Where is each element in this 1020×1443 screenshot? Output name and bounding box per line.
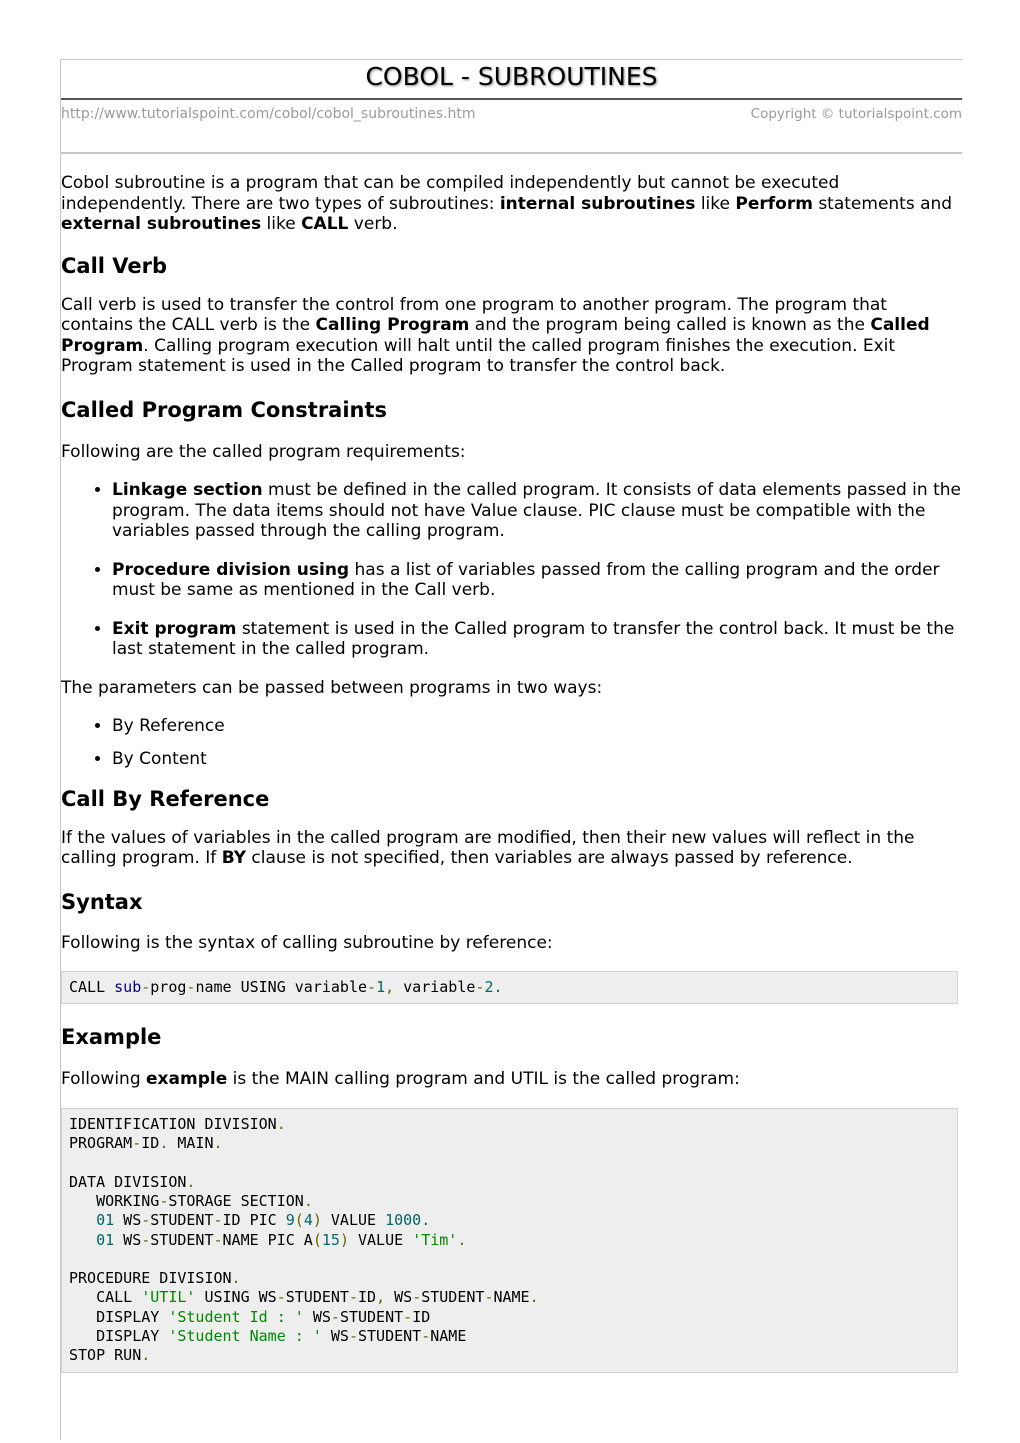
list-item: • Procedure division using has a list of variables passed from the calling program and the order must be same as mentioned in the Call verb. <box>112 560 961 601</box>
code-line <box>69 1153 950 1172</box>
code-line: DISPLAY 'Student Name : ' WS-STUDENT-NAME <box>69 1327 467 1346</box>
code-line: DISPLAY 'Student Id : ' WS-STUDENT-ID <box>69 1307 431 1326</box>
constraints-lead: Following are the called program requirements: <box>61 441 466 462</box>
heading-example: Example <box>61 1025 162 1050</box>
call-verb-paragraph: Call verb is used to transfer the control from one program to another program. The program that contains the CALL verb is the Calling Program and the program being called is known as the Called Program. Calling program execution will halt until the called program finishes the execution. Exit Program statement is used in the Called program to transfer the control back. <box>61 294 930 376</box>
code-line: 01 WS-STUDENT-ID PIC 9(4) VALUE 1000. <box>96 1211 431 1230</box>
example-lead: Following example is the MAIN calling program and UTIL is the called program: <box>61 1069 740 1090</box>
copyright: Copyright © tutorialspoint.com <box>750 106 962 122</box>
source-url[interactable]: http://www.tutorialspoint.com/cobol/cobol_subroutines.htm <box>61 106 476 122</box>
list-item: • Exit program statement is used in the Called program to transfer the control back. It must be the last statement in the called program. <box>112 619 961 660</box>
code-line: 01 WS-STUDENT-NAME PIC A(15) VALUE 'Tim'. <box>96 1230 467 1249</box>
code-line: WORKING-STORAGE SECTION. <box>69 1191 313 1210</box>
constraints-list <box>61 480 961 660</box>
params-lead: The parameters can be passed between programs in two ways: <box>61 677 603 698</box>
syntax-lead: Following is the syntax of calling subroutine by reference: <box>61 932 553 953</box>
heading-call-verb: Call Verb <box>61 253 168 278</box>
example-code-block <box>61 1108 958 1373</box>
page <box>60 59 962 1440</box>
heading-constraints: Called Program Constraints <box>61 397 388 422</box>
heading-call-by-reference: Call By Reference <box>61 786 270 811</box>
code-line: PROGRAM-ID. MAIN. <box>69 1134 223 1153</box>
article-body <box>61 173 961 1373</box>
params-list <box>61 716 961 770</box>
code-line <box>69 1250 950 1269</box>
code-line: STOP RUN. <box>69 1346 151 1365</box>
code-line: CALL 'UTIL' USING WS-STUDENT-ID, WS-STUDENT-NAME. <box>69 1288 539 1307</box>
header-divider <box>61 152 962 154</box>
list-item: • By Content <box>112 749 961 770</box>
heading-syntax: Syntax <box>61 889 143 914</box>
intro-paragraph: Cobol subroutine is a program that can be compiled independently but cannot be executed independently. There are two types of subroutines: internal subroutines like Perform statements and external subroutines like CALL verb. <box>61 173 953 234</box>
code-line: DATA DIVISION. <box>69 1172 196 1191</box>
page-title: COBOL - SUBROUTINES <box>61 60 962 100</box>
code-line: PROCEDURE DIVISION. <box>69 1269 241 1288</box>
list-item: • By Reference <box>112 716 961 737</box>
syntax-code-block: CALL sub-prog-name USING variable-1, variable-2. <box>61 971 958 1004</box>
list-item: • Linkage section must be defined in the called program. It consists of data elements passed in the program. The data items should not have Value clause. PIC clause must be compatible with the variables passed through the calling program. <box>112 480 961 542</box>
code-line: IDENTIFICATION DIVISION. <box>69 1114 286 1133</box>
by-reference-paragraph: If the values of variables in the called program are modified, then their new values will reflect in the calling program. If BY clause is not specified, then variables are always passed by reference. <box>61 827 915 868</box>
